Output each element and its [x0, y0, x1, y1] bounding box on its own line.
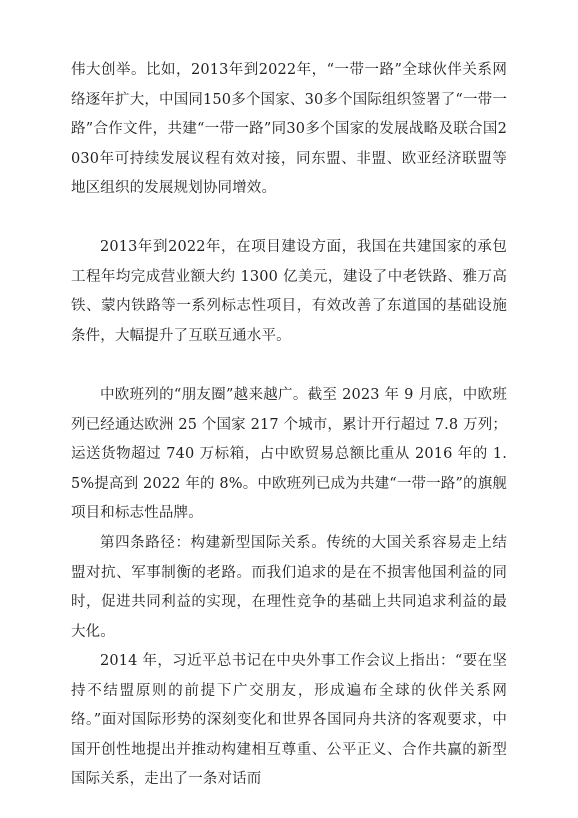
paragraph-belt-and-road-network: 伟大创举。比如，2013年到2022年，“一带一路”全球伙伴关系网络逐年扩大，中国同150多个国家、30多个国际组织签署了“一带一路”合作文件，共建“一带一路”同30多个国家的发展战略及联合国2030年可持续发展议程有效对接，同东盟、非盟、欧亚经济联盟等地区组织的发展规划协同增效。: [71, 62, 507, 196]
paragraph-project-construction: 2013年到2022年，在项目建设方面，我国在共建国家的承包工程年均完成营业额大约 1300 亿美元，建设了中老铁路、雅万高铁、蒙内铁路等一系列标志性项目，有效改善了东道国的基础设施条件，大幅提升了互联互通水平。: [71, 239, 507, 344]
paragraph-china-europe-railway: 中欧班列的“朋友圈”越来越广。截至 2023 年 9 月底，中欧班列已经通达欧洲 25 个国家 217 个城市，累计开行超过 7.8 万列；运送货物超过 740 万标箱，占中欧贸易总额比重从 2016 年的 1.5%提高到 2022 年的 8%。中欧班列已成为共建“一带一路”的旗舰项目和标志性品牌。: [71, 387, 507, 521]
paragraph-fourth-path: 第四条路径：构建新型国际关系。传统的大国关系容易走上结盟对抗、军事制衡的老路。而我们追求的是在不损害他国利益的同时，促进共同利益的实现，在理性竞争的基础上共同追求利益的最大化。: [71, 535, 507, 640]
paragraph-2014-foreign-affairs: 2014 年，习近平总书记在中央外事工作会议上指出：“要在坚持不结盟原则的前提下广交朋友，形成遍布全球的伙伴关系网络。”面对国际形势的深刻变化和世界各国同舟共济的客观要求，中国开创性地提出并推动构建相互尊重、公平正义、合作共赢的新型国际关系，走出了一条对话而: [71, 653, 507, 787]
